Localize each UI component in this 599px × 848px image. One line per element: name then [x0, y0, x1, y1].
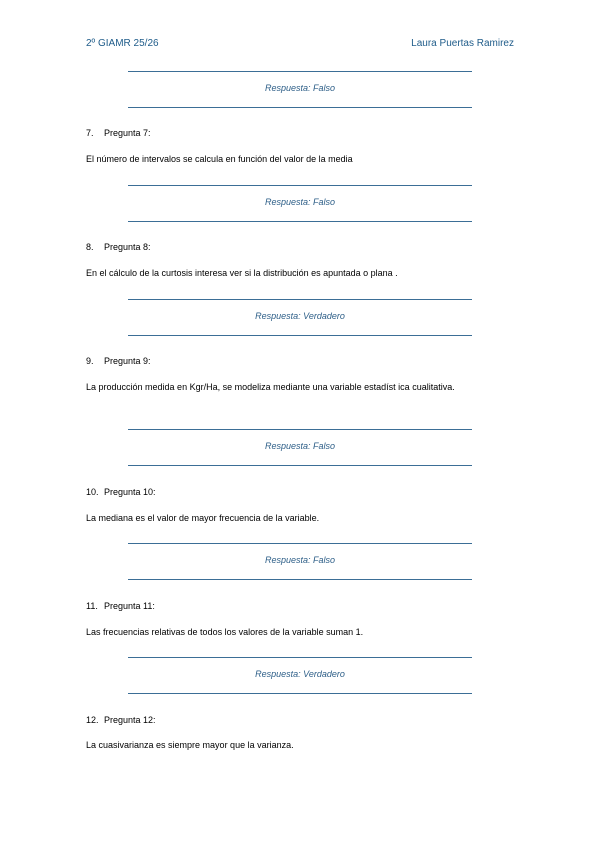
answer-text: Respuesta: Falso: [264, 555, 336, 565]
question-title: [86, 487, 156, 497]
question-text: La mediana es el valor de mayor frecuencia de la variable.: [86, 513, 320, 523]
question-title: [86, 242, 151, 252]
answer-block: [128, 657, 472, 694]
answer-block: [128, 299, 472, 336]
question-label: Pregunta 8:: [104, 242, 151, 252]
answer-text: Respuesta: Falso: [264, 441, 336, 451]
question-number: 8.: [86, 242, 94, 252]
question-number: 11.: [86, 601, 98, 611]
answer-text: Respuesta: Verdadero: [255, 669, 345, 679]
question-title: [86, 601, 155, 611]
question-number: 9.: [86, 356, 94, 366]
answer-block: [128, 543, 472, 580]
header-author: Laura Puertas Ramirez: [411, 38, 514, 49]
question-text: El número de intervalos se calcula en función del valor de la media: [86, 154, 353, 164]
question-number: 10.: [86, 487, 99, 497]
question-label: Pregunta 7:: [104, 128, 151, 138]
question-label: Pregunta 12:: [104, 715, 156, 725]
question-label: Pregunta 11:: [104, 601, 155, 611]
answer-text: Respuesta: Falso: [264, 197, 336, 207]
answer-block: [128, 71, 472, 108]
question-text: Las frecuencias relativas de todos los valores de la variable suman 1.: [86, 627, 364, 637]
question-title: [86, 128, 151, 138]
answer-block: [128, 185, 472, 222]
answer-text: Respuesta: Verdadero: [255, 311, 345, 321]
header-course: 2º GIAMR 25/26: [86, 38, 159, 49]
question-label: Pregunta 9:: [104, 356, 151, 366]
question-title: [86, 715, 156, 725]
question-title: [86, 356, 151, 366]
answer-text: Respuesta: Falso: [264, 83, 336, 93]
question-text: La cuasivarianza es siempre mayor que la varianza.: [86, 740, 294, 750]
question-text: En el cálculo de la curtosis interesa ver si la distribución es apuntada o plana .: [86, 268, 398, 278]
page-header: [86, 38, 514, 52]
question-number: 7.: [86, 128, 94, 138]
question-label: Pregunta 10:: [104, 487, 156, 497]
question-text: La producción medida en Kgr/Ha, se modeliza mediante una variable estadíst ica cualitativa.: [86, 382, 455, 392]
question-number: 12.: [86, 715, 99, 725]
answer-block: [128, 429, 472, 466]
